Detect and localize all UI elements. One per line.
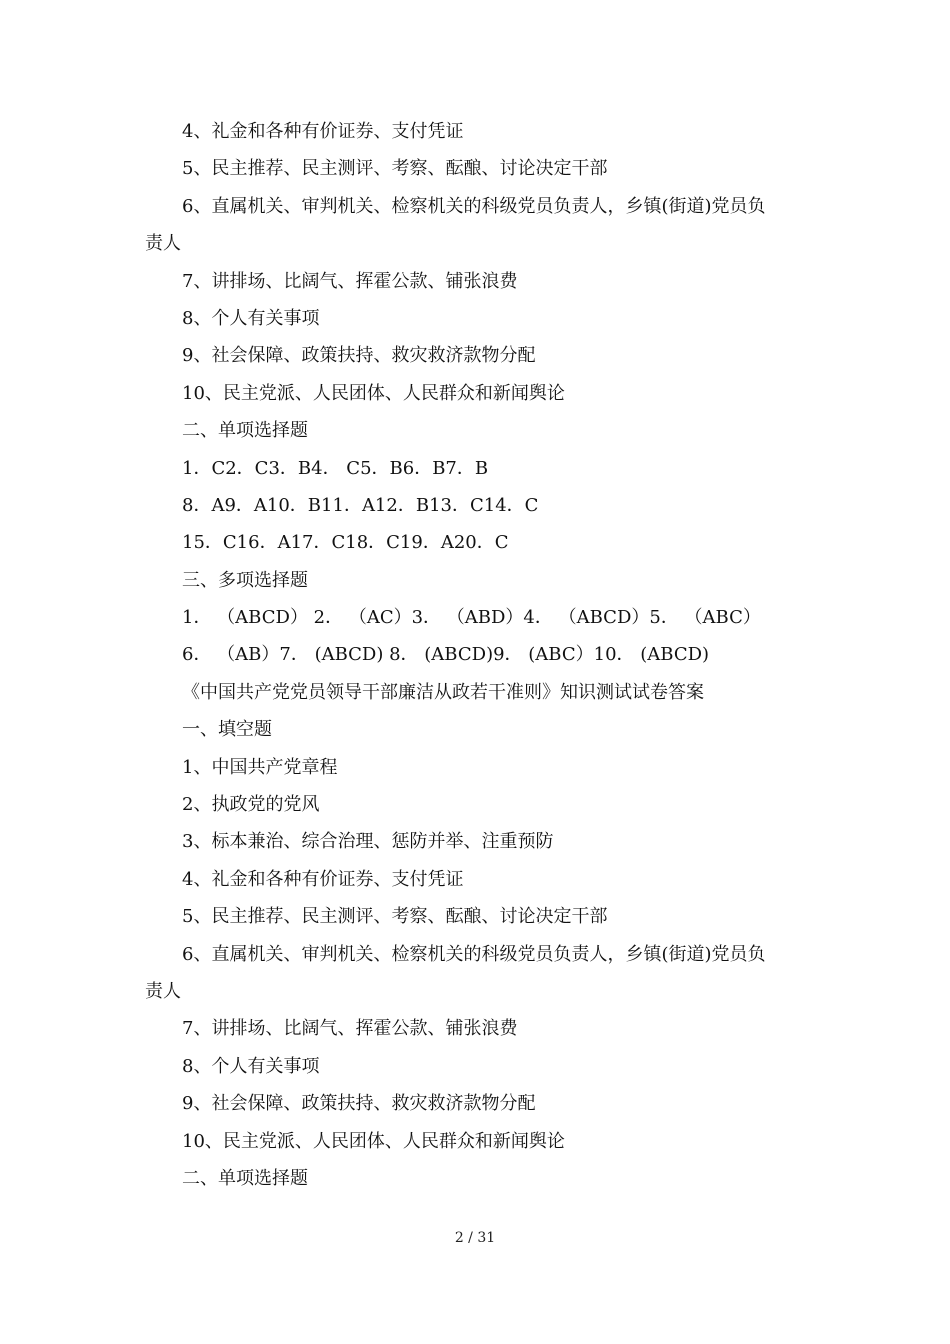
section-heading: 三、多项选择题 [182,569,308,591]
answer-line: 1．C2．C3．B4． C5．B6．B7．B [182,457,489,479]
page-number: 2 / 31 [454,1230,496,1246]
section-heading: 二、单项选择题 [182,1167,308,1189]
answer-line: 9、社会保障、政策扶持、救灾救济款物分配 [182,345,536,367]
answer-line-continuation: 责人 [145,233,181,255]
answer-line: 7、讲排场、比阔气、挥霍公款、铺张浪费 [182,1018,518,1040]
document-body [145,113,825,1197]
section-heading: 一、填空题 [182,719,272,741]
answer-line: 8．A9．A10．B11．A12．B13．C14．C [182,494,539,516]
answer-line: 5、民主推荐、民主测评、考察、酝酿、讨论决定干部 [182,158,608,180]
answer-line: 6． （AB）7． (ABCD) 8． (ABCD)9． (ABC）10． (ABCD) [182,644,710,666]
answer-line: 1． （ABCD） 2． （AC）3． （ABD）4． （ABCD）5． （ABC） [182,607,761,629]
document-title: 《中国共产党党员领导干部廉洁从政若干准则》知识测试试卷答案 [182,681,704,703]
answer-line: 6、直属机关、审判机关、检察机关的科级党员负责人，乡镇(街道)党员负 [182,195,766,217]
answer-line: 15．C16．A17．C18．C19．A20．C [182,532,509,554]
answer-line: 10、民主党派、人民团体、人民群众和新闻舆论 [182,1130,565,1152]
answer-line: 6、直属机关、审判机关、检察机关的科级党员负责人，乡镇(街道)党员负 [182,943,766,965]
answer-line: 3、标本兼治、综合治理、惩防并举、注重预防 [182,831,554,853]
answer-line: 4、礼金和各种有价证券、支付凭证 [182,121,464,142]
answer-line-continuation: 责人 [145,980,181,1002]
answer-line: 7、讲排场、比阔气、挥霍公款、铺张浪费 [182,270,518,292]
answer-line: 2、执政党的党风 [182,794,320,816]
answer-line: 8、个人有关事项 [182,1055,320,1077]
answer-line: 4、礼金和各种有价证券、支付凭证 [182,868,464,890]
answer-line: 1、中国共产党章程 [182,756,338,778]
section-heading: 二、单项选择题 [182,420,308,442]
answer-line: 5、民主推荐、民主测评、考察、酝酿、讨论决定干部 [182,906,608,928]
answer-line: 9、社会保障、政策扶持、救灾救济款物分配 [182,1093,536,1115]
answer-line: 8、个人有关事项 [182,307,320,329]
answer-line: 10、民主党派、人民团体、人民群众和新闻舆论 [182,382,565,404]
